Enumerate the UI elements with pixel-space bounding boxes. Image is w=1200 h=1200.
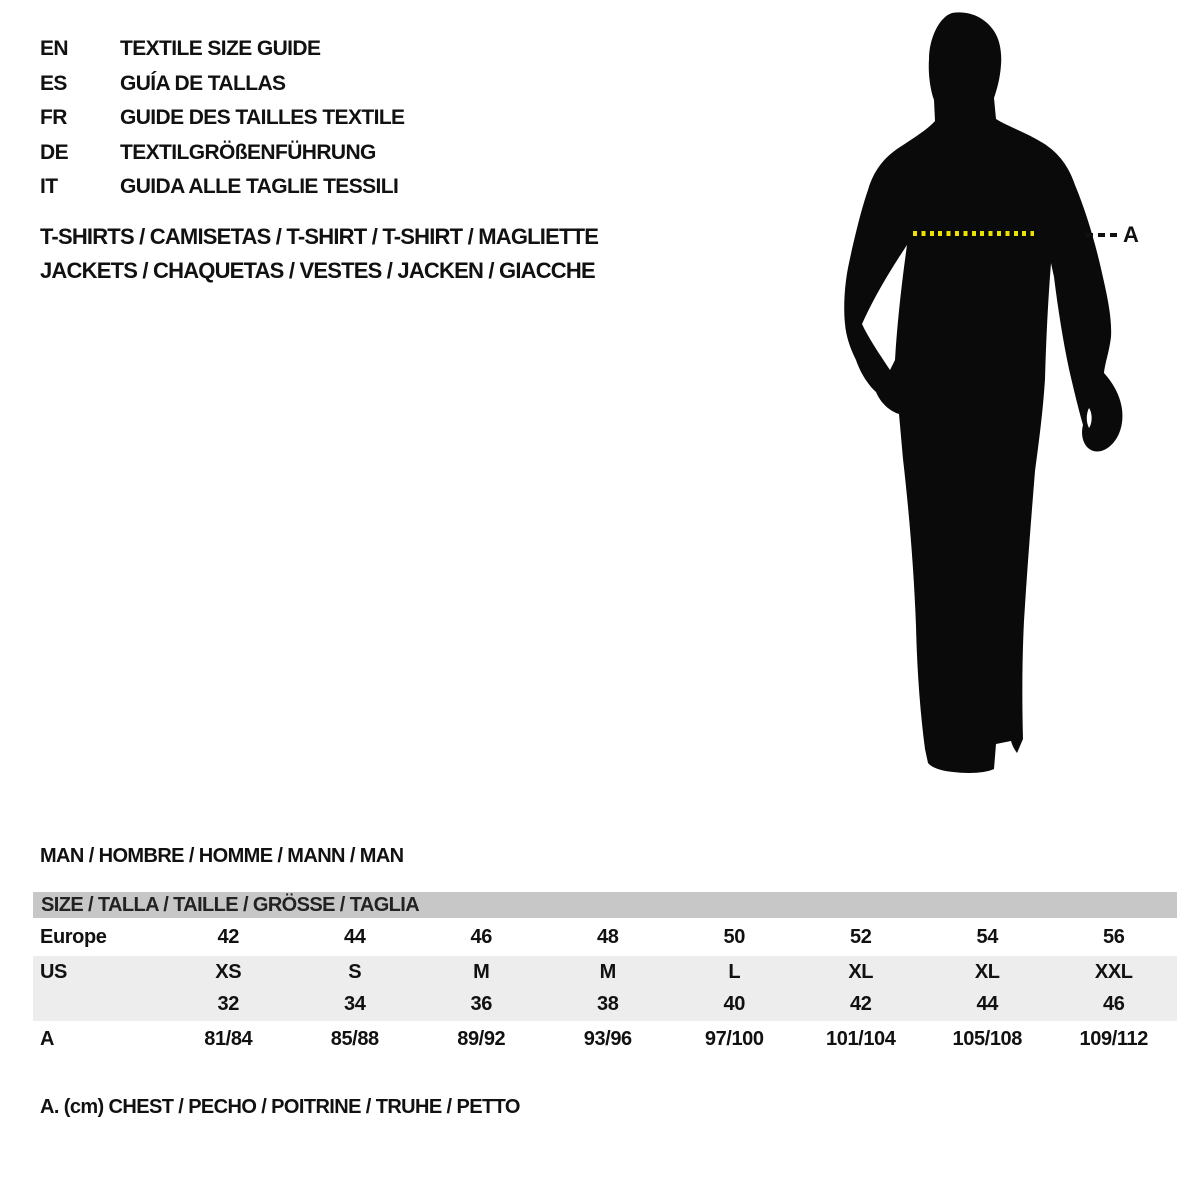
language-label: TEXTILGRÖßENFÜHRUNG	[120, 140, 376, 164]
cell: 34	[344, 993, 366, 1015]
cell: 85/88	[330, 1027, 379, 1050]
cell: L	[728, 960, 741, 983]
language-code: IT	[40, 175, 58, 198]
cell: 50	[723, 926, 745, 948]
cell: 44	[976, 993, 998, 1015]
language-code: ES	[40, 71, 67, 95]
cell: S	[348, 960, 362, 983]
measurement-footnote: A. (cm) CHEST / PECHO / POITRINE / TRUHE / PETTO	[40, 1096, 520, 1118]
row-label: Europe	[40, 926, 107, 948]
measure-callout-dash	[1086, 233, 1120, 237]
section-title-man: MAN / HOMBRE / HOMME / MANN / MAN	[40, 845, 404, 867]
cell: 40	[723, 993, 745, 1015]
language-code: DE	[40, 140, 68, 164]
cell: 101/104	[826, 1027, 896, 1050]
cell: 36	[470, 993, 492, 1015]
language-code: FR	[40, 106, 67, 129]
cell: XS	[215, 960, 242, 983]
cell: 56	[1103, 926, 1125, 948]
cell: 42	[217, 926, 239, 948]
cell: 97/100	[704, 1027, 764, 1050]
table-row-chest-a	[33, 1021, 1177, 1057]
cell: 52	[850, 926, 872, 948]
language-label: GUIDA ALLE TAGLIE TESSILI	[120, 175, 399, 198]
cell: XXL	[1094, 960, 1133, 983]
category-line-jackets: JACKETS / CHAQUETAS / VESTES / JACKEN / GIACCHE	[40, 258, 595, 283]
cell: 46	[1103, 993, 1125, 1015]
size-table	[33, 892, 1177, 1057]
cell: 93/96	[583, 1027, 632, 1050]
cell: 105/108	[952, 1027, 1022, 1050]
language-label: GUÍA DE TALLAS	[120, 71, 286, 95]
cell: 81/84	[204, 1027, 253, 1050]
table-row-us	[33, 956, 1177, 988]
cell: 42	[850, 993, 872, 1015]
language-label: TEXTILE SIZE GUIDE	[120, 37, 321, 60]
cell: 44	[344, 926, 366, 948]
row-label: A	[40, 1027, 55, 1050]
cell: 109/112	[1079, 1027, 1148, 1050]
cell: XL	[974, 960, 1000, 983]
cell: M	[599, 960, 616, 983]
category-line-tshirts: T-SHIRTS / CAMISETAS / T-SHIRT / T-SHIRT / MAGLIETTE	[40, 224, 599, 249]
chest-measure-dotted-line	[913, 231, 1034, 236]
cell: 46	[470, 926, 492, 948]
cell: XL	[848, 960, 874, 983]
measure-label-a: A	[1123, 222, 1139, 247]
language-label: GUIDE DES TAILLES TEXTILE	[120, 106, 405, 129]
cell: 89/92	[457, 1027, 506, 1050]
language-code: EN	[40, 37, 68, 60]
size-table-header: SIZE / TALLA / TAILLE / GRÖSSE / TAGLIA	[33, 892, 1177, 918]
cell: 48	[597, 926, 619, 948]
cell: M	[473, 960, 490, 983]
cell: 54	[976, 926, 998, 948]
table-row-europe	[33, 919, 1177, 956]
cell: 38	[597, 993, 619, 1015]
table-row-numeric	[33, 988, 1177, 1021]
row-label: US	[40, 960, 67, 983]
cell: 32	[217, 993, 239, 1015]
